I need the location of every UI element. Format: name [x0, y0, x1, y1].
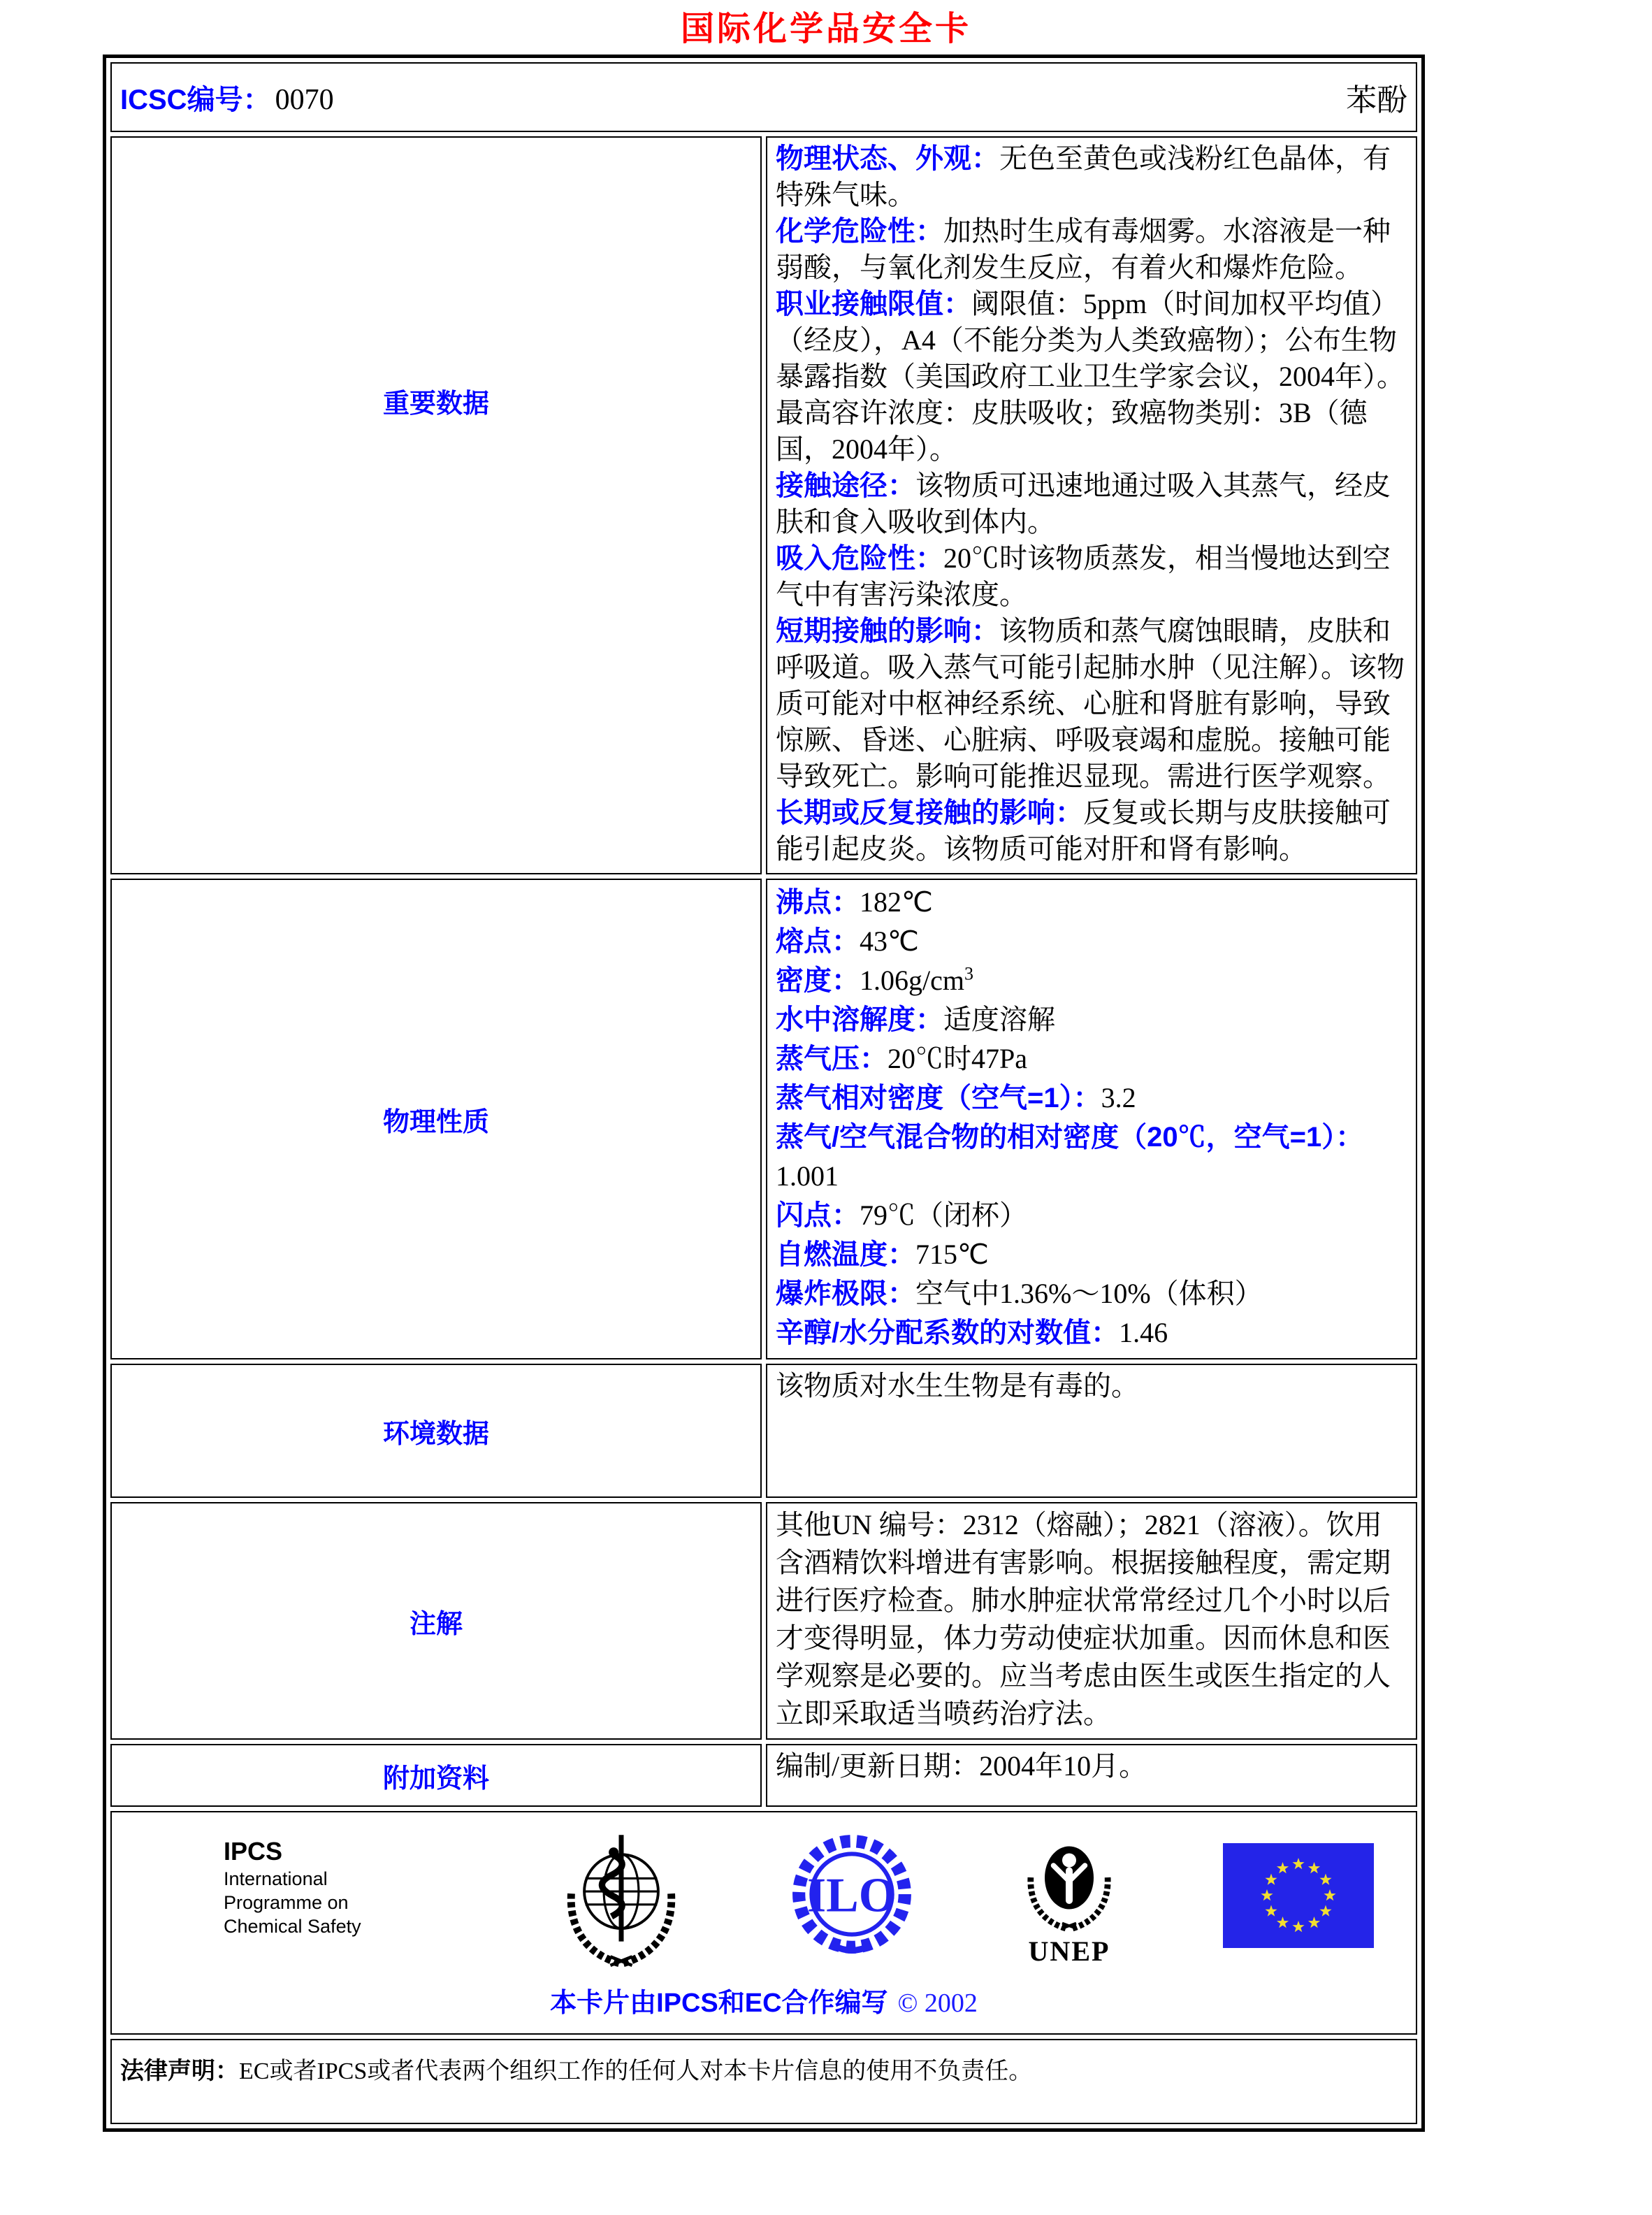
- item-label: 接触途径：: [776, 470, 915, 501]
- section-label-environmental-data: 环境数据: [110, 1364, 762, 1498]
- physical-property: [776, 961, 1407, 1000]
- important-data-item: [776, 213, 1407, 286]
- important-data-item: [776, 540, 1407, 613]
- who-logo-icon: [556, 1831, 687, 1971]
- property-value: 715℃: [915, 1239, 989, 1270]
- item-label: 吸入危险性：: [776, 543, 943, 574]
- property-label: 密度：: [776, 965, 860, 996]
- property-label: 水中溶解度：: [776, 1004, 943, 1035]
- eu-flag-icon: [1223, 1843, 1374, 1951]
- logos-cell: [110, 1811, 1417, 2035]
- page-title: 国际化学品安全卡: [680, 10, 971, 48]
- important-data-item: [776, 140, 1407, 213]
- additional-info-text: 编制/更新日期：2004年10月。: [776, 1750, 1147, 1782]
- section-content-important-data: [766, 136, 1417, 874]
- property-label: 自燃温度：: [776, 1239, 915, 1270]
- ilo-logo-text: ILO: [807, 1868, 897, 1923]
- card-header-row: [110, 62, 1417, 132]
- card-header: [120, 64, 1407, 131]
- property-value: 适度溶解: [943, 1004, 1055, 1035]
- physical-property: [776, 1196, 1407, 1235]
- ipcs-title: IPCS: [224, 1837, 283, 1866]
- property-value: 1.46: [1119, 1317, 1168, 1348]
- important-data-item: [776, 613, 1407, 795]
- legal-label: 法律声明：: [120, 2058, 239, 2084]
- important-data-item: [776, 468, 1407, 540]
- notes-row: [110, 1502, 1417, 1740]
- icsc-number: [120, 78, 334, 117]
- credit-line: [112, 1981, 1416, 2019]
- unep-logo-text: UNEP: [1028, 1935, 1110, 1967]
- logos-row: [110, 1811, 1417, 2035]
- property-value: 空气中1.36%～10%（体积）: [915, 1278, 1263, 1309]
- item-label: 短期接触的影响：: [776, 616, 999, 647]
- section-content-notes: [766, 1502, 1417, 1740]
- section-label-important-data: [110, 136, 762, 874]
- property-label: 沸点：: [776, 887, 860, 918]
- environmental-data-row: [110, 1364, 1417, 1498]
- legal-row: [110, 2039, 1417, 2124]
- additional-info-row: [110, 1744, 1417, 1807]
- credit-year: © 2002: [897, 1989, 978, 2018]
- property-label: 蒸气压：: [776, 1044, 887, 1074]
- physical-property: [776, 1118, 1407, 1196]
- physical-property: [776, 1078, 1407, 1118]
- item-text: 该物质可迅速地通过吸入其蒸气，经皮肤和食入吸收到体内。: [776, 470, 1391, 537]
- physical-properties-row: [110, 879, 1417, 1359]
- property-label: 熔点：: [776, 926, 860, 957]
- property-value: 1.001: [776, 1160, 839, 1192]
- property-value: 79℃（闭杯）: [860, 1199, 1027, 1231]
- legal-cell: [110, 2039, 1417, 2124]
- section-content-physical-properties: [766, 879, 1417, 1359]
- item-label: 物理状态、外观：: [776, 143, 999, 174]
- icsc-number-label: ICSC编号：: [120, 84, 271, 115]
- physical-property: [776, 1235, 1407, 1274]
- important-data-row: [110, 136, 1417, 874]
- item-text: 反复或长期与皮肤接触可能引起皮炎。该物质可能对肝和肾有影响。: [776, 797, 1391, 865]
- section-label-additional-info: 附加资料: [110, 1744, 762, 1807]
- property-label: 蒸气/空气混合物的相对密度（20℃，空气=1）：: [776, 1122, 1364, 1153]
- item-label: 化学危险性：: [776, 216, 943, 247]
- icsc-card-table: [103, 55, 1425, 2132]
- item-text: 阈限值：5ppm（时间加权平均值）（经皮），A4（不能分类为人类致癌物）；公布生物暴露指数（美国政府工业卫生学家会议，2004年）。最高容许浓度：皮肤吸收；致癌物类别：3B（德国，2004年）。: [776, 288, 1405, 465]
- item-text: 加热时生成有毒烟雾。水溶液是一种弱酸，与氧化剂发生反应，有着火和爆炸危险。: [776, 215, 1391, 283]
- physical-property: [776, 1039, 1407, 1078]
- ipcs-subtitle-line: Chemical Safety: [224, 1916, 361, 1937]
- chemical-name: 苯酚: [1346, 83, 1407, 117]
- ipcs-subtitle-line: International: [224, 1868, 328, 1889]
- physical-property: [776, 1000, 1407, 1039]
- unep-logo-block: [1017, 1831, 1122, 1968]
- icsc-number-value: 0070: [275, 83, 334, 116]
- environmental-data-text: 该物质对水生生物是有毒的。: [776, 1370, 1139, 1401]
- item-label: 长期或反复接触的影响：: [776, 798, 1083, 828]
- ilo-logo-icon: [788, 1831, 915, 1961]
- property-value: 1.06g/cm: [860, 965, 964, 996]
- property-label: 辛醇/水分配系数的对数值：: [776, 1318, 1120, 1348]
- ipcs-text-block: [224, 1831, 454, 1938]
- item-text: 无色至黄色或浅粉红色晶体，有特殊气味。: [776, 143, 1391, 210]
- item-text: 20℃时该物质蒸发，相当慢地达到空气中有害污染浓度。: [776, 542, 1391, 610]
- property-value-superscript: 3: [964, 963, 973, 984]
- property-label: 爆炸极限：: [776, 1278, 915, 1309]
- physical-property: [776, 922, 1407, 961]
- property-value: 182℃: [860, 886, 933, 918]
- physical-property: [776, 883, 1407, 922]
- section-content-additional-info: [766, 1744, 1417, 1807]
- notes-text: 其他UN 编号：2312（熔融）；2821（溶液）。饮用含酒精饮料增进有害影响。根据接触程度，需定期进行医疗检查。肺水肿症状常常经过几个小时以后才变得明显，体力劳动使症状加重。因而休息和医学观察是必要的。应当考虑由医生或医生指定的人立即采取适当喷药治疗法。: [776, 1509, 1391, 1729]
- important-data-item: [776, 286, 1407, 468]
- credit-text: 本卡片由IPCS和EC合作编写: [550, 1989, 888, 2018]
- property-label: 闪点：: [776, 1200, 860, 1231]
- item-text: 该物质和蒸气腐蚀眼睛，皮肤和呼吸道。吸入蒸气可能引起肺水肿（见注解）。该物质可能对中枢神经系统、心脏和肾脏有影响，导致惊厥、昏迷、心脏病、呼吸衰竭和虚脱。接触可能导致死亡。影响可能推迟显现。需进行医学观察。: [776, 615, 1405, 792]
- physical-property: [776, 1274, 1407, 1313]
- section-label-notes: 注解: [110, 1502, 762, 1740]
- section-label-physical-properties: 物理性质: [110, 879, 762, 1359]
- item-label: 职业接触限值：: [776, 289, 971, 319]
- property-value: 20℃时47Pa: [887, 1043, 1027, 1074]
- card-header-cell: [110, 62, 1417, 132]
- organization-logos: [112, 1812, 1416, 1971]
- property-value: 3.2: [1101, 1082, 1136, 1113]
- section-content-environmental-data: [766, 1364, 1417, 1498]
- important-data-item: [776, 795, 1407, 867]
- legal-text: EC或者IPCS或者代表两个组织工作的任何人对本卡片信息的使用不负责任。: [239, 2058, 1033, 2084]
- ipcs-subtitle-line: Programme on: [224, 1892, 349, 1913]
- property-label: 蒸气相对密度（空气=1）：: [776, 1083, 1101, 1113]
- physical-property: [776, 1313, 1407, 1352]
- important-data-label: 重要数据: [382, 389, 489, 419]
- property-value: 43℃: [860, 925, 919, 957]
